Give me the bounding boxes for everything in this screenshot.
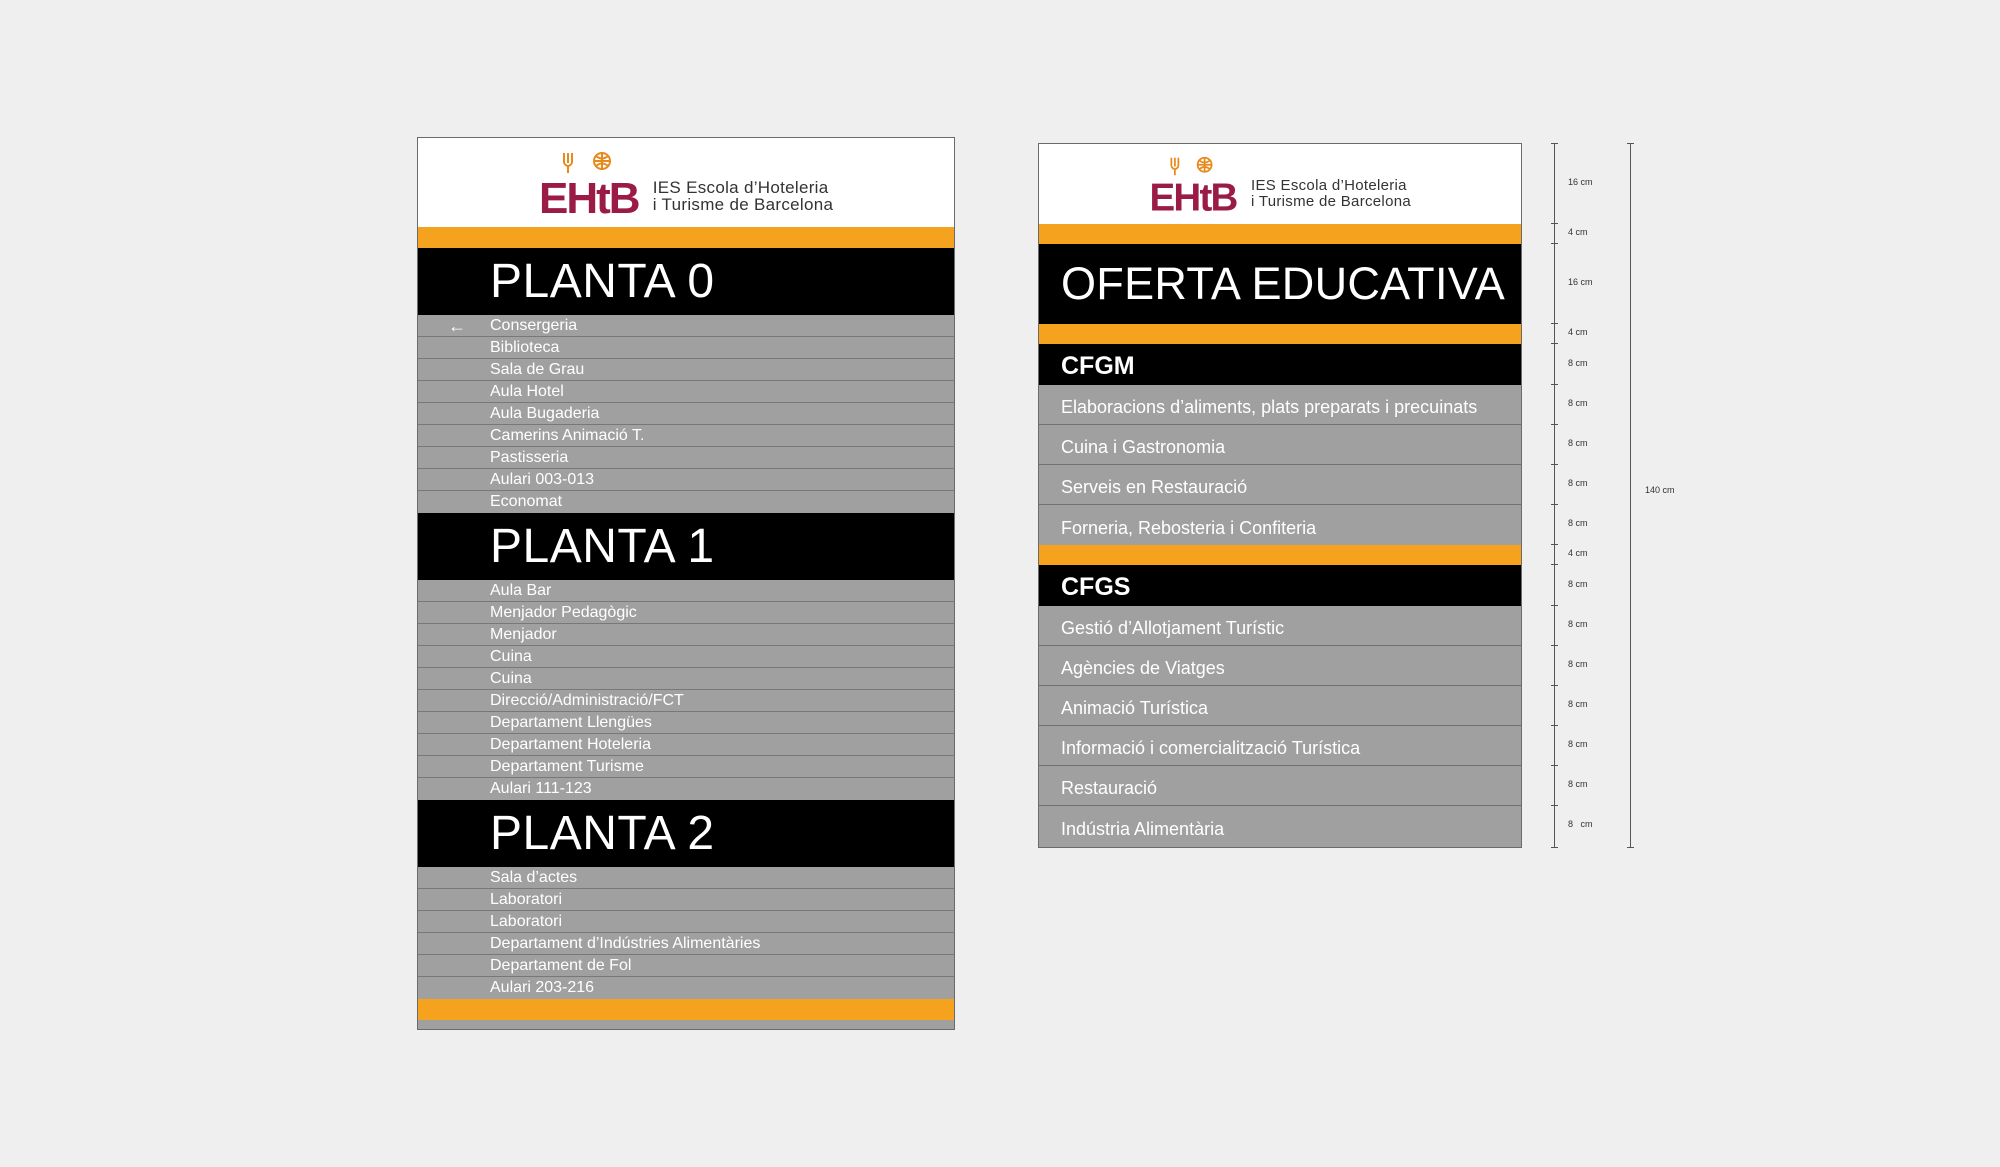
orange-band	[1039, 545, 1521, 565]
room-list-item	[418, 580, 954, 602]
floor-directory-sign	[417, 137, 955, 1030]
segment-height-label: 16 cm	[1568, 177, 1593, 187]
dimension-tick	[1551, 424, 1558, 425]
segment-height-label: 4 cm	[1568, 548, 1588, 558]
segment-height-label: 8 cm	[1568, 619, 1588, 629]
room-label: Departament Hoteleria	[490, 736, 651, 753]
total-dimension-line	[1630, 143, 1631, 848]
segment-height-label: 8 cm	[1568, 739, 1588, 749]
section-title-cfgs: CFGS	[1039, 565, 1521, 606]
course-item: Elaboracions d’aliments, plats preparats i precuinats	[1039, 385, 1521, 425]
room-list-item	[418, 889, 954, 911]
segment-height-label: 16 cm	[1568, 277, 1593, 287]
segment-height-label: 8 cm	[1568, 819, 1593, 829]
segment-height-label: 8 cm	[1568, 578, 1588, 589]
dimension-tick	[1627, 847, 1634, 848]
floor-title: PLANTA 2	[418, 800, 954, 867]
course-item: Serveis en Restauració	[1039, 465, 1521, 505]
room-list-item	[418, 491, 954, 513]
segment-height-label: 8 cm	[1568, 699, 1588, 709]
room-label: Cuina	[490, 670, 532, 687]
dimension-tick	[1627, 143, 1634, 144]
room-list-item	[418, 337, 954, 359]
room-label: Departament de Fol	[490, 957, 632, 974]
room-label: Sala de Grau	[490, 361, 585, 378]
logo-line-1: IES Escola d’Hoteleria	[652, 177, 829, 197]
dimension-tick	[1551, 685, 1558, 686]
orange-band	[1039, 224, 1521, 244]
room-label: Menjador	[490, 626, 557, 643]
floors-container	[418, 248, 954, 999]
room-list-item	[418, 933, 954, 955]
orange-band	[418, 227, 954, 248]
dimension-tick	[1551, 645, 1558, 646]
segment-height-label: 8 cm	[1568, 478, 1588, 488]
dimension-tick	[1551, 605, 1558, 606]
course-item: Gestió d’Allotjament Turístic	[1039, 606, 1521, 646]
course-item: Restauració	[1039, 766, 1521, 806]
room-label: Menjador Pedagògic	[490, 604, 637, 621]
course-item: Forneria, Rebosteria i Confiteria	[1061, 517, 1317, 538]
dimension-tick	[1551, 243, 1558, 244]
room-label: Departament d’Indústries Alimentàries	[490, 935, 761, 952]
room-label: Aula Bugaderia	[490, 405, 600, 422]
room-list-item	[418, 690, 954, 712]
dimension-tick	[1551, 504, 1558, 505]
room-list-item	[418, 646, 954, 668]
segment-height-label: 4 cm	[1568, 227, 1588, 237]
sign-header-right	[1039, 144, 1521, 224]
dimension-tick	[1551, 544, 1558, 545]
course-item: Agències de Viatges	[1039, 646, 1521, 686]
room-list-item	[418, 756, 954, 778]
room-list-item	[418, 977, 954, 999]
room-label: Camerins Animació T.	[490, 427, 645, 444]
segment-dimension-line	[1554, 143, 1555, 848]
course-item: Cuina i Gastronomia	[1039, 425, 1521, 465]
room-list-item	[418, 359, 954, 381]
room-label: Laboratori	[490, 913, 563, 930]
dimension-tick	[1551, 725, 1558, 726]
dimension-tick	[1551, 847, 1558, 848]
segment-height-label: 8 cm	[1568, 779, 1588, 789]
segment-height-label: 8 cm	[1568, 659, 1588, 669]
logo-line-2: i Turisme de Barcelona	[1250, 193, 1411, 210]
room-label: Pastisseria	[490, 449, 569, 466]
room-list-item	[418, 778, 954, 800]
room-list-item	[418, 425, 954, 447]
course-item: Animació Turística	[1039, 686, 1521, 726]
dimension-tick	[1551, 765, 1558, 766]
logo-line-1: IES Escola d’Hoteleria	[1250, 177, 1407, 194]
room-label: Laboratori	[490, 891, 563, 908]
room-label: Aula Hotel	[490, 383, 564, 400]
ehtb-logo-icon	[1149, 156, 1241, 212]
floor-title: PLANTA 0	[418, 248, 954, 315]
room-label: Aula Bar	[490, 582, 552, 599]
total-height-label: 140 cm	[1645, 485, 1675, 495]
room-label: Departament Turisme	[490, 758, 644, 775]
room-label: Aulari 203-216	[490, 979, 595, 996]
course-item: Informació i comercialització Turística	[1039, 726, 1521, 766]
school-logo-right	[1149, 156, 1411, 212]
room-label: Biblioteca	[490, 339, 560, 356]
room-list-item	[418, 315, 954, 337]
room-list-item	[418, 712, 954, 734]
room-list-item	[418, 403, 954, 425]
room-list-item	[418, 447, 954, 469]
dimension-tick	[1551, 143, 1558, 144]
school-logo	[539, 151, 833, 215]
room-label: Departament Llengües	[490, 714, 652, 731]
section-title-cfgm: CFGM	[1039, 344, 1521, 385]
segment-height-label: 8 cm	[1568, 398, 1588, 408]
room-list-item	[418, 911, 954, 933]
segment-height-label: 8 cm	[1568, 357, 1588, 368]
arrow-left-icon: ←	[448, 316, 466, 336]
floor-room-list	[418, 867, 954, 999]
logo-line-2: i Turisme de Barcelona	[652, 194, 834, 214]
dimension-tick	[1551, 805, 1558, 806]
dimension-tick	[1551, 223, 1558, 224]
room-list-item	[418, 734, 954, 756]
room-list-item	[418, 867, 954, 889]
room-label: Aulari 111-123	[490, 780, 592, 797]
room-list-item	[418, 668, 954, 690]
dimension-tick	[1551, 464, 1558, 465]
educational-offer-sign	[1038, 143, 1522, 848]
room-list-item	[418, 381, 954, 403]
svg-text:EHtB: EHtB	[1149, 176, 1237, 212]
room-label: Consergeria	[490, 317, 578, 334]
dimension-tick	[1551, 323, 1558, 324]
room-label: Sala d’actes	[490, 869, 578, 886]
room-label: Cuina	[490, 648, 532, 665]
room-label: Aulari 003-013	[490, 471, 595, 488]
dimension-tick	[1551, 343, 1558, 344]
svg-text:EHtB: EHtB	[538, 173, 639, 215]
room-list-item	[418, 624, 954, 646]
room-list-item	[418, 602, 954, 624]
dimension-tick	[1551, 564, 1558, 565]
sign-header	[418, 138, 954, 227]
segment-height-label: 4 cm	[1568, 327, 1588, 337]
offer-title: OFERTA EDUCATIVA	[1039, 244, 1521, 324]
orange-band-bottom	[418, 999, 954, 1020]
room-list-item	[418, 955, 954, 977]
course-item: Indústria Alimentària	[1061, 818, 1225, 839]
room-label: Direcció/Administració/FCT	[490, 692, 684, 709]
room-list-item	[418, 469, 954, 491]
floor-title: PLANTA 1	[418, 513, 954, 580]
ehtb-logo-icon	[539, 151, 643, 215]
dimension-tick	[1551, 384, 1558, 385]
segment-height-label: 8 cm	[1568, 518, 1588, 528]
segment-height-label: 8 cm	[1568, 438, 1588, 448]
room-label: Economat	[490, 493, 563, 510]
orange-band	[1039, 324, 1521, 344]
floor-room-list	[418, 580, 954, 800]
floor-room-list	[418, 315, 954, 513]
